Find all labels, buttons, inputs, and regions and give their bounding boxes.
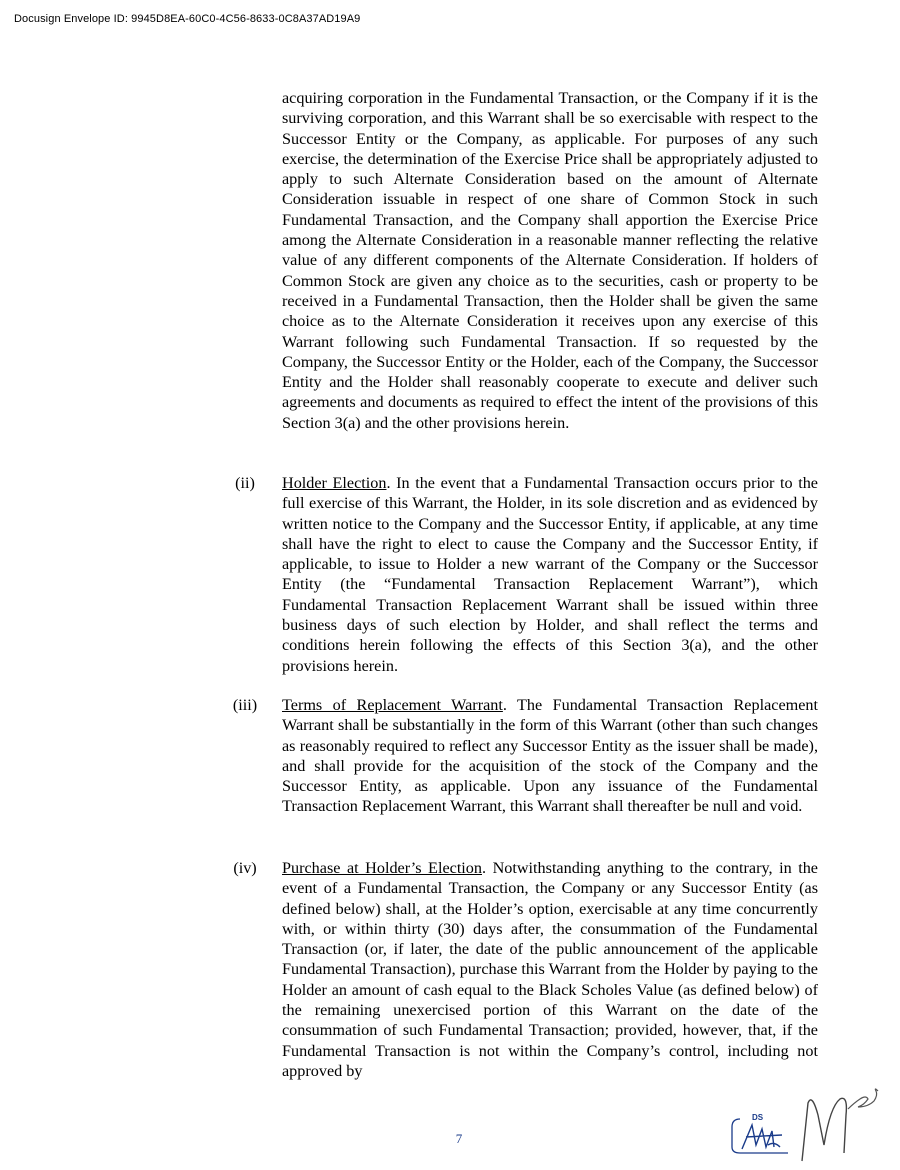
item-body: . In the event that a Fundamental Transaction occurs prior to the full exercise of this Warrant, the Holder, in its sole discretion and as evidenced by written notice to the Company and the Successor Entity, if applicable, at any time shall have the right to elect to cause the Company and the Successor Entity, if applicable, to issue to Holder a new warrant of the Company or the Successor Entity (the “Fundamental Transaction Replacement Warrant”), which Fundamental Transaction Replacement Warrant shall be issued within three business days of such election by Holder, and shall reflect the terms and conditions herein following the effects of this Section 3(a), and the other provisions herein. <box>282 474 818 675</box>
item-number: (iv) <box>233 859 257 877</box>
initials-svg <box>728 1085 898 1165</box>
item-text <box>282 473 818 676</box>
initials-tag: DS <box>752 1113 764 1122</box>
envelope-id: Docusign Envelope ID: 9945D8EA-60C0-4C56-8633-0C8A37AD19A9 <box>14 13 361 25</box>
item-body: . Notwithstanding anything to the contrary, in the event of a Fundamental Transaction, the Company or any Successor Entity (as defined below) shall, at the Holder’s option, exercisable at any time concurrently with, or within thirty (30) days after, the consummation of the Fundamental Transaction (or, if later, the date of the public announcement of the applicable Fundamental Transaction), purchase this Warrant from the Holder by paying to the Holder an amount of cash equal to the Black Scholes Value (as defined below) of the remaining unexercised portion of this Warrant on the date of the consummation of such Fundamental Transaction; provided, however, that, if the Fundamental Transaction is not within the Company’s control, including not approved by <box>282 859 818 1080</box>
signature-flourish <box>848 1089 878 1109</box>
item-text <box>282 695 818 817</box>
list-item <box>222 858 818 1081</box>
signature-mark <box>802 1098 846 1161</box>
item-number: (ii) <box>235 474 255 492</box>
initials-area <box>728 1085 898 1165</box>
item-text <box>282 858 818 1081</box>
list-item <box>222 695 818 817</box>
item-body: . The Fundamental Transaction Replacement Warrant shall be substantially in the form of this Warrant (other than such changes as reasonably required to reflect any Successor Entity as the issuer shall be made), and shall provide for the acquisition of the stock of the Company and the Successor Entity, as applicable. Upon any issuance of the Fundamental Transaction Replacement Warrant, this Warrant shall thereafter be null and void. <box>282 696 818 816</box>
list-item <box>222 473 818 676</box>
item-heading: Terms of Replacement Warrant <box>282 696 503 714</box>
item-heading: Purchase at Holder’s Election <box>282 859 482 877</box>
page-number: 7 <box>455 1131 463 1146</box>
item-number: (iii) <box>232 696 258 714</box>
item-heading: Holder Election <box>282 474 387 492</box>
initials-scribble-1 <box>742 1125 782 1149</box>
intro-paragraph: acquiring corporation in the Fundamental Transaction, or the Company if it is the surviving corporation, and this Warrant shall be so exercisable with respect to the Successor Entity or the Company, as applicable. For purposes of any such exercise, the determination of the Exercise Price shall be appropriately adjusted to apply to such Alternate Consideration based on the amount of Alternate Consideration issuable in respect of one share of Common Stock in such Fundamental Transaction, and the Company shall apportion the Exercise Price among the Alternate Consideration in a reasonable manner reflecting the relative value of any different components of the Alternate Consideration. If holders of Common Stock are given any choice as to the securities, cash or property to be received in a Fundamental Transaction, then the Holder shall be given the same choice as to the Alternate Consideration it receives upon any exercise of this Warrant following such Fundamental Transaction. If so requested by the Company, the Successor Entity or the Holder, each of the Company, the Successor Entity and the Holder shall reasonably cooperate to execute and deliver such agreements and documents as required to effect the intent of the provisions of this Section 3(a) and the other provisions herein. <box>282 89 818 432</box>
